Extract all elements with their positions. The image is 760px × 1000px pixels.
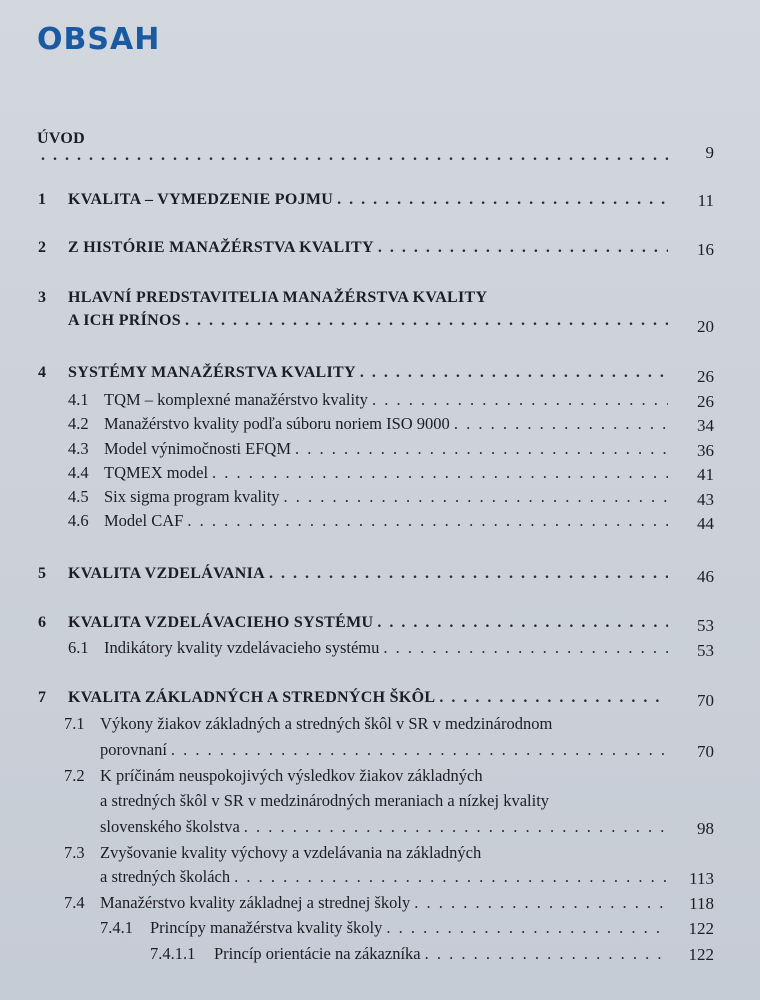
toc-page-number: 53 bbox=[697, 616, 714, 635]
toc-title: Manažérstvo kvality základnej a strednej školy bbox=[100, 893, 411, 912]
toc-leader bbox=[295, 438, 668, 460]
toc-number: 2 bbox=[38, 239, 47, 256]
toc-title: Princíp orientácie na zákazníka bbox=[214, 944, 421, 963]
toc-leader bbox=[454, 413, 668, 435]
toc-number: 7 bbox=[38, 689, 47, 706]
toc-leader bbox=[360, 362, 668, 384]
toc-title: TQM – komplexné manažérstvo kvality bbox=[104, 390, 368, 409]
toc-title: Manažérstvo kvality podľa súboru noriem ISO 9000 bbox=[104, 414, 450, 433]
toc-page-number: 113 bbox=[689, 869, 714, 888]
toc-leader bbox=[244, 816, 668, 838]
toc-number: 4.5 bbox=[68, 487, 89, 506]
toc-number: 4.6 bbox=[68, 511, 89, 530]
toc-number: 7.4 bbox=[64, 893, 85, 912]
toc-page-number: 20 bbox=[697, 317, 714, 336]
toc-title: KVALITA VZDELÁVANIA bbox=[68, 565, 266, 582]
toc-number: 7.4.1 bbox=[100, 918, 133, 937]
toc-page-number: 98 bbox=[697, 819, 714, 838]
toc-number: 6.1 bbox=[68, 638, 89, 657]
toc-number: 7.2 bbox=[64, 766, 85, 785]
toc-number: 7.4.1.1 bbox=[150, 944, 196, 963]
toc-leader bbox=[439, 687, 668, 709]
toc-page-number: 41 bbox=[697, 465, 714, 484]
toc-title: KVALITA ZÁKLADNÝCH A STREDNÝCH ŠKÔL bbox=[68, 689, 436, 706]
toc-page-number: 34 bbox=[697, 416, 714, 435]
toc-number: 5 bbox=[38, 565, 47, 582]
toc-title: ÚVOD bbox=[37, 130, 85, 147]
toc-page-number: 16 bbox=[697, 240, 714, 259]
toc-leader bbox=[414, 892, 668, 914]
toc-title-line-1: HLAVNÍ PREDSTAVITELIA MANAŽÉRSTVA KVALITY bbox=[68, 289, 488, 306]
toc-title: A ICH PRÍNOS bbox=[68, 312, 181, 329]
toc-title: Six sigma program kvality bbox=[104, 487, 280, 506]
toc-page-number: 36 bbox=[697, 441, 714, 460]
toc-leader bbox=[386, 917, 668, 939]
toc-number: 7.1 bbox=[64, 714, 85, 733]
toc-page-number: 70 bbox=[697, 691, 714, 710]
toc-leader bbox=[378, 237, 668, 259]
toc-page-number: 122 bbox=[688, 919, 714, 938]
toc-page-number: 43 bbox=[697, 490, 714, 509]
toc-leader bbox=[41, 145, 668, 167]
toc-leader bbox=[377, 612, 668, 634]
toc-number: 6 bbox=[38, 614, 47, 631]
toc-page-number: 11 bbox=[697, 191, 714, 210]
toc-number: 3 bbox=[38, 289, 47, 306]
toc-leader bbox=[269, 563, 668, 585]
toc-leader bbox=[212, 462, 668, 484]
toc-leader bbox=[337, 189, 668, 211]
toc-page-number: 26 bbox=[697, 367, 714, 386]
toc-page-number: 46 bbox=[697, 567, 714, 586]
toc-leader bbox=[187, 510, 668, 532]
toc-leader bbox=[234, 866, 668, 888]
toc-page-number: 122 bbox=[688, 945, 714, 964]
toc-number: 4.1 bbox=[68, 390, 89, 409]
toc-number: 4.4 bbox=[68, 463, 89, 482]
toc-title: TQMEX model bbox=[104, 463, 209, 482]
toc-title-line-2: a stredných škôl v SR v medzinárodných meraniach a nízkej kvality bbox=[100, 791, 550, 810]
toc-title: KVALITA – VYMEDZENIE POJMU bbox=[68, 191, 334, 208]
toc-title-line-1: Výkony žiakov základných a stredných škôl v SR v medzinárodnom bbox=[100, 714, 553, 733]
toc-title: slovenského školstva bbox=[100, 817, 240, 836]
toc-title-line-1: K príčinám neuspokojivých výsledkov žiakov základných bbox=[100, 766, 483, 785]
toc-leader bbox=[425, 943, 668, 965]
toc-page-number: 70 bbox=[697, 742, 714, 761]
toc-leader bbox=[284, 486, 668, 508]
toc-page-number: 118 bbox=[689, 894, 714, 913]
toc-title: Model CAF bbox=[104, 511, 184, 530]
toc-page-number: 44 bbox=[697, 514, 714, 533]
toc-title: Z HISTÓRIE MANAŽÉRSTVA KVALITY bbox=[68, 239, 374, 256]
toc-title: SYSTÉMY MANAŽÉRSTVA KVALITY bbox=[68, 364, 356, 381]
page-title: OBSAH bbox=[37, 22, 161, 57]
toc-title: KVALITA VZDELÁVACIEHO SYSTÉMU bbox=[68, 614, 374, 631]
toc-number: 1 bbox=[38, 191, 47, 208]
toc-page-number: 26 bbox=[697, 392, 714, 411]
toc-number: 4.2 bbox=[68, 414, 89, 433]
toc-number: 4.3 bbox=[68, 439, 89, 458]
toc-leader bbox=[185, 310, 668, 332]
toc-page-number: 53 bbox=[697, 641, 714, 660]
toc-number: 7.3 bbox=[64, 843, 85, 862]
toc-title: Model výnimočnosti EFQM bbox=[104, 439, 292, 458]
toc-title: Indikátory kvality vzdelávacieho systému bbox=[104, 638, 380, 657]
toc-leader bbox=[383, 637, 668, 659]
toc-leader bbox=[372, 389, 668, 411]
toc-leader bbox=[171, 739, 668, 761]
toc-title: a stredných školách bbox=[100, 867, 231, 886]
toc-title-line-1: Zvyšovanie kvality výchovy a vzdelávania na základných bbox=[100, 843, 482, 862]
toc-number: 4 bbox=[38, 364, 47, 381]
toc-title: Princípy manažérstva kvality školy bbox=[150, 918, 383, 937]
toc-page-number: 9 bbox=[705, 143, 714, 162]
toc-title: porovnaní bbox=[100, 740, 167, 759]
